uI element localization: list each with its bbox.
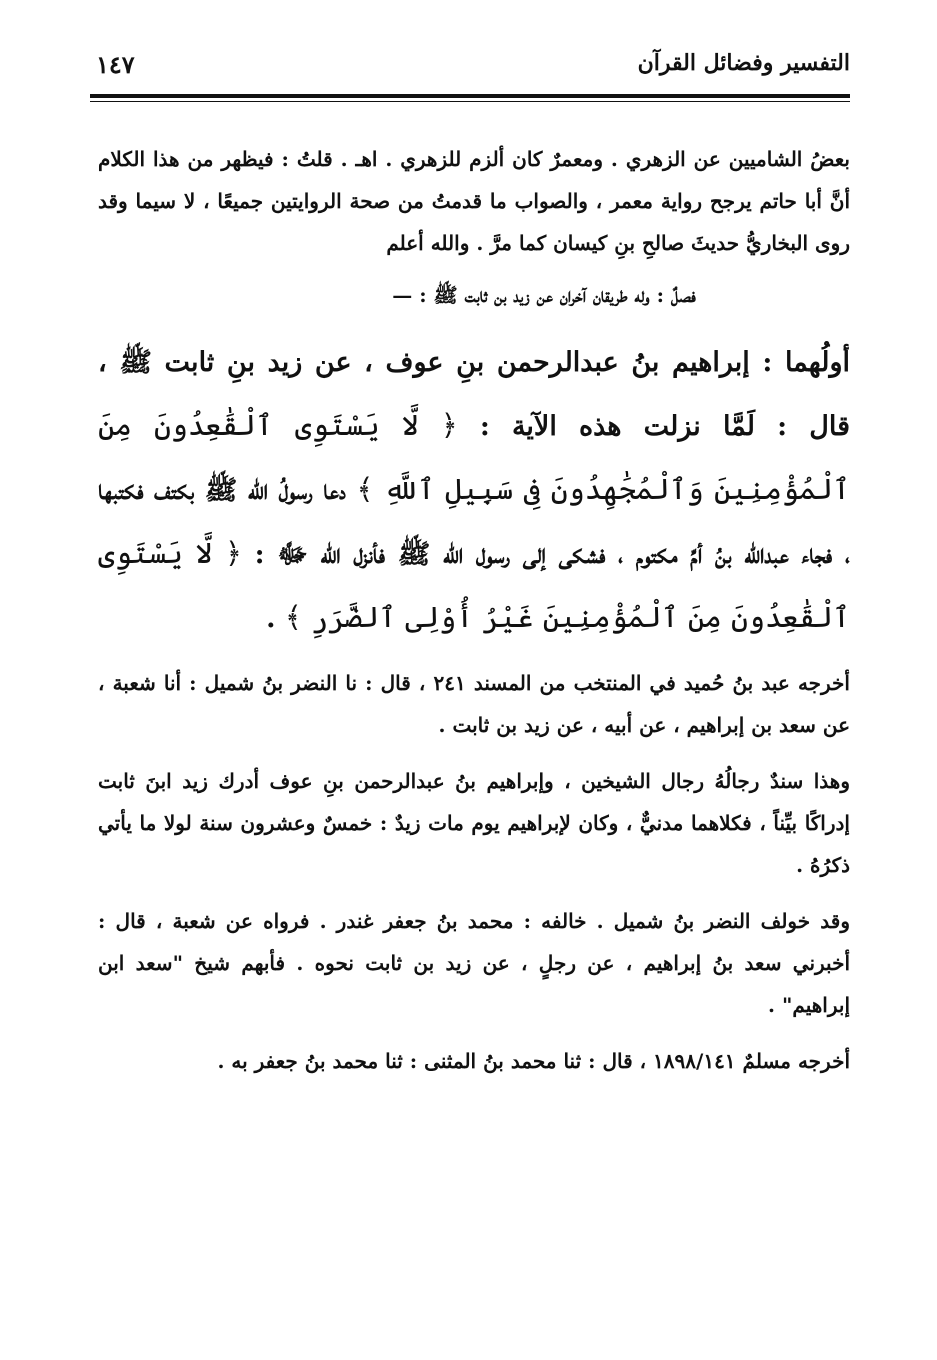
header-rule-thick bbox=[90, 94, 850, 98]
page-body bbox=[98, 138, 850, 1082]
running-title: التفسير وفضائل القرآن bbox=[637, 50, 850, 76]
takhrij-paragraph-1: أخرجه عبد بنُ حُميد في المنتخب من المسند ٢٤١ ، قال : نا النضر بنُ شميل : أنا شعبة ، عن سعد بن إبراهيم ، عن أبيه ، عن زيد بن ثابت . bbox=[98, 671, 850, 737]
hadith-paragraph bbox=[98, 332, 850, 650]
quran-verse-1: ﴿ لَّا يَسْتَوِى ٱلْقَٰعِدُونَ مِنَ ٱلْمُؤْمِنِينَ وَٱلْمُجَٰهِدُونَ فِى سَبِيلِ ٱللَّهِ ﴾ bbox=[98, 408, 850, 506]
isnad-analysis-paragraph: وهذا سندٌ رجالُهُ رجال الشيخين ، وإبراهيم بنُ عبدالرحمن بنِ عوف أدرك زيد ابنَ ثابت إدراكًا بيِّناً ، فكلاهما مدنيٌّ ، وكان لإبراهيم يوم مات زيدٌ : خمسٌ وعشرون سنة لولا ما يأتي ذكرُهُ . bbox=[98, 769, 850, 877]
page-header bbox=[90, 50, 850, 90]
hadith-text-intro: أولُهما : إبراهيم بنُ عبدالرحمن بنِ عوف ، عن زيد بنِ ثابت ﷺ ، قال : لَمَّا نزلت هذه الآية : bbox=[98, 347, 850, 442]
paragraph-continuation: بعضُ الشاميين عن الزهري . ومعمرٌ كان ألزم للزهري . اهـ . قلتُ : فيظهر من هذا الكلام أنَّ أبا حاتم يرجح رواية معمر ، والصواب ما قدمتُ من صحة الروايتين جميعًا ، لا سيما وقد روى البخاريُّ حديثَ صالحِ بنِ كيسان كما مرَّ . والله أعلم bbox=[98, 147, 850, 255]
page-number: ١٤٧ bbox=[96, 50, 135, 79]
hadith-text-end: . bbox=[266, 603, 285, 634]
disagreement-paragraph: وقد خولف النضر بنُ شميل . خالفه : محمد بنُ جعفر غندر . فرواه عن شعبة ، قال : أخبرني سعد بنُ إبراهيم ، عن رجلٍ ، عن زيد بن ثابت نحوه . فأبهم شيخ "سعد ابن إبراهيم" . bbox=[98, 909, 850, 1017]
section-heading: فصلٌ : وله طريقان آخران عن زيد بن ثابت ﷺ : — bbox=[392, 283, 696, 307]
header-rule-thin bbox=[90, 101, 850, 102]
takhrij-paragraph-2: أخرجه مسلمٌ ١٨٩٨/١٤١ ، قال : ثنا محمد بنُ المثنى : ثنا محمد بنُ جعفر به . bbox=[217, 1049, 850, 1073]
hadith-text-middle: دعا رسولُ الله ﷺ بكتف فكتبها ، فجاء عبدالله بنُ أمِّ مكتوم ، فشكى إلى رسول الله ﷺ فأنزل الله ﷻ : bbox=[98, 475, 850, 570]
quran-verse-2: ﴿ لَّا يَسْتَوِى ٱلْقَٰعِدُونَ مِنَ ٱلْمُؤْمِنِينَ غَيْرُ أُوْلِى ٱلضَّرَرِ ﴾ bbox=[98, 536, 850, 634]
